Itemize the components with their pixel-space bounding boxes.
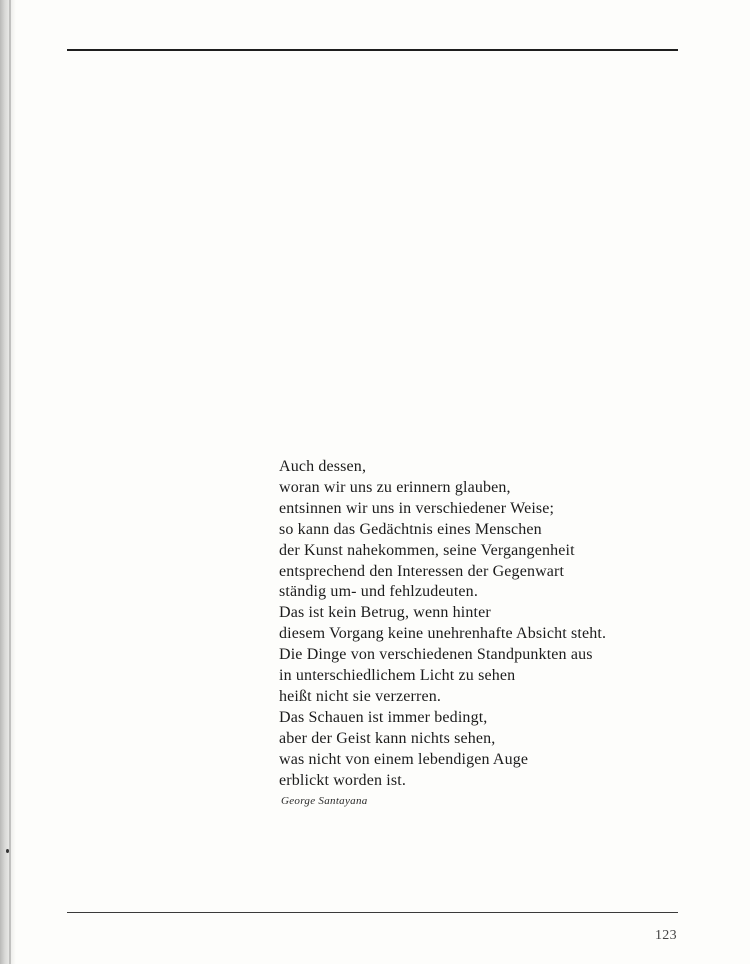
bottom-rule: [67, 912, 678, 913]
poem-line: Das ist kein Betrug, wenn hinter: [279, 604, 491, 622]
poem-line: woran wir uns zu erinnern glauben,: [279, 478, 511, 496]
poem-line: entsprechend den Interessen der Gegenwart: [279, 562, 565, 580]
poem-author: George Santayana: [281, 795, 368, 807]
book-spine-shadow: [0, 0, 16, 964]
poem-line: so kann das Gedächtnis eines Menschen: [279, 520, 542, 538]
page-binding-edge: [9, 0, 11, 964]
scan-speck: [6, 849, 9, 853]
top-rule: [67, 49, 678, 51]
poem-line: Auch dessen,: [279, 458, 367, 475]
poem-line: Das Schauen ist immer bedingt,: [279, 708, 488, 726]
poem-line: was nicht von einem lebendigen Auge: [279, 750, 529, 768]
poem-line: in unterschiedlichem Licht zu sehen: [279, 667, 516, 685]
poem-line: erblickt worden ist.: [279, 771, 406, 789]
poem-line: der Kunst nahekommen, seine Vergangenheit: [279, 541, 575, 559]
poem-line: heißt nicht sie verzerren.: [279, 687, 442, 705]
page-number: 123: [655, 928, 677, 943]
poem-line: entsinnen wir uns in verschiedener Weise;: [279, 499, 555, 517]
poem-line: ständig um- und fehlzudeuten.: [279, 583, 478, 601]
poem: [279, 457, 606, 792]
poem-line: aber der Geist kann nichts sehen,: [279, 729, 496, 747]
poem-line: diesem Vorgang keine unehrenhafte Absicht steht.: [279, 625, 607, 643]
poem-line: Die Dinge von verschiedenen Standpunkten aus: [279, 646, 593, 664]
